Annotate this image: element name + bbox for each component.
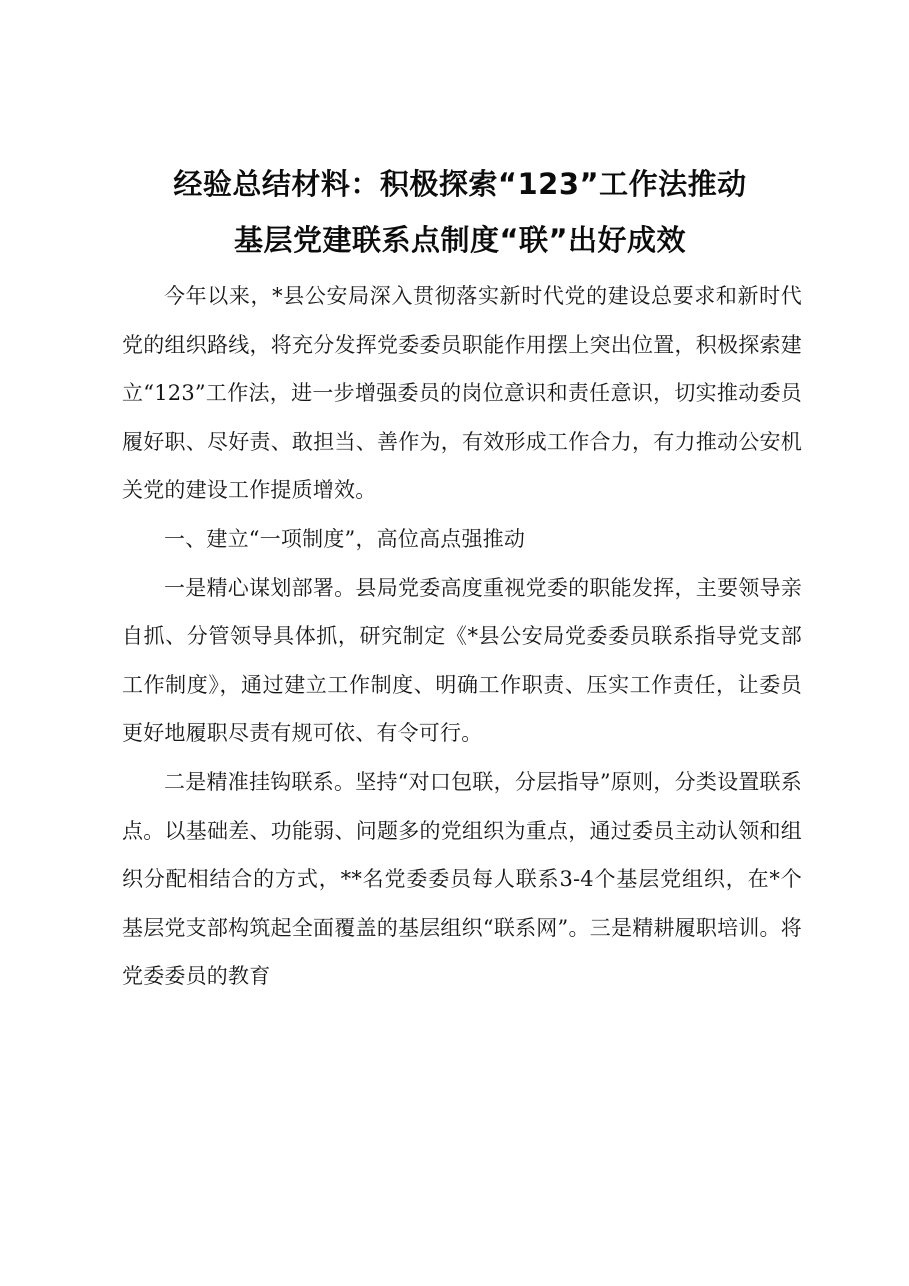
paragraph-intro: 今年以来，*县公安局深入贯彻落实新时代党的建设总要求和新时代党的组织路线，将充分发挥党委委员职能作用摆上突出位置，积极探索建立“123”工作法，进一步增强委员的岗位意识和责任意识，切实推动委员履好职、尽好责、敢担当、善作为，有效形成工作合力，有力推动公安机关党的建设工作提质增效。 <box>122 284 802 503</box>
section-heading-1: 一、建立“一项制度”，高位高点强推动 <box>164 526 526 551</box>
document-body <box>122 272 802 1001</box>
document-title <box>120 156 800 268</box>
title-line-1: 经验总结材料：积极探索“123”工作法推动 <box>173 167 747 201</box>
title-line-2: 基层党建联系点制度“联”出好成效 <box>233 223 687 257</box>
paragraph-contact: 二是精准挂钩联系。坚持“对口包联，分层指导”原则，分类设置联系点。以基础差、功能弱、问题多的党组织为重点，通过委员主动认领和组织分配相结合的方式，**名党委委员每人联系3-4个基层党组织，在*个基层党支部构筑起全面覆盖的基层组织“联系网”。三是精耕履职培训。将党委委员的教育 <box>122 769 802 989</box>
paragraph-planning: 一是精心谋划部署。县局党委高度重视党委的职能发挥，主要领导亲自抓、分管领导具体抓，研究制定《*县公安局党委委员联系指导党支部工作制度》，通过建立工作制度、明确工作职责、压实工作责任，让委员更好地履职尽责有规可依、有令可行。 <box>122 575 802 746</box>
